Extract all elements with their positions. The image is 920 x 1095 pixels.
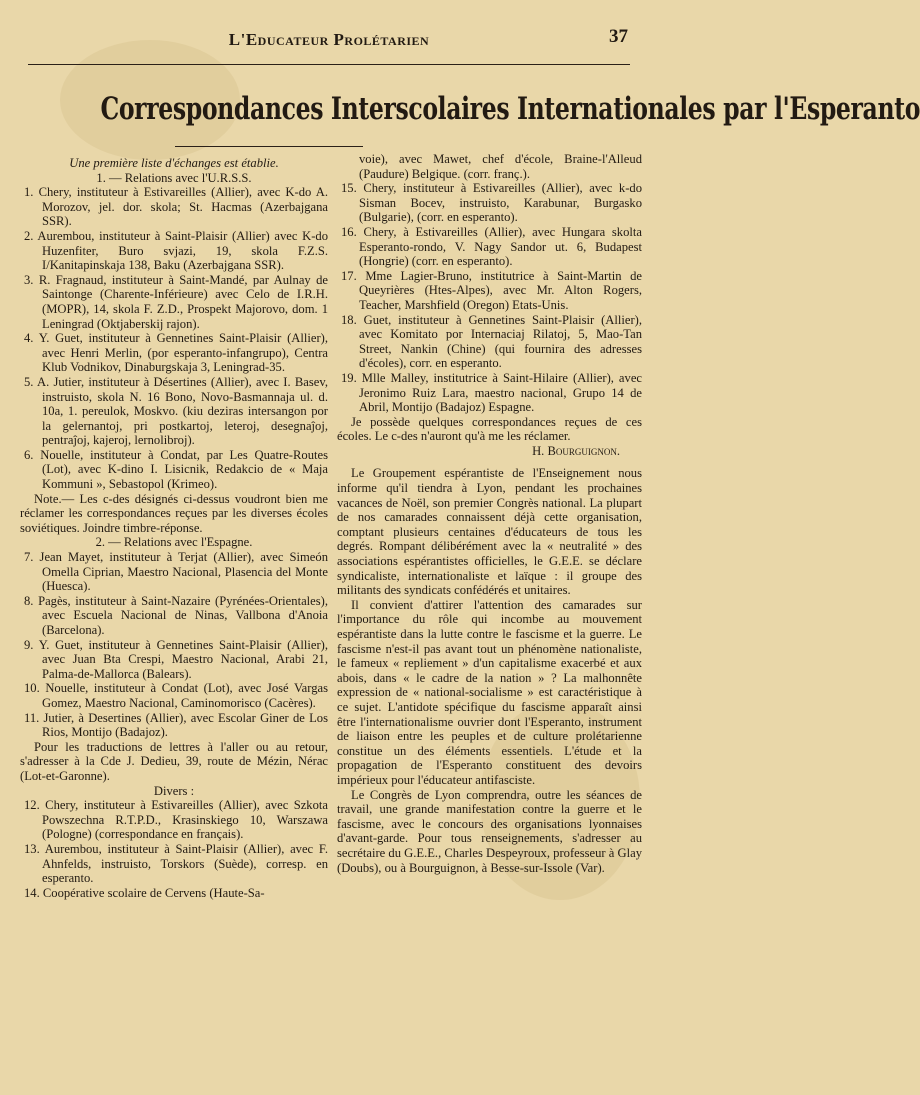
text-block: Pour les traductions de lettres à l'aller ou au retour, s'adresser à la Cde J. Dedieu, 39, route de Mézin, Nérac (Lot-et-Garonne).: [20, 739, 328, 783]
text-block: Le Congrès de Lyon comprendra, outre les séances de travail, une grande manifestation contre la guerre et le fascisme, avec le concours des organisations lyonnaises d'avant-garde. Pour tous renseignements, s'adresser au secrétaire du G.E.E., Charles Despeyroux, professeur à Glay (Doubs), ou à Bourguignon, à Besse-sur-Issole (Var).: [337, 787, 642, 875]
signature-name: H. Bourguignon.: [532, 443, 620, 458]
text-block: 15. Chery, instituteur à Estivareilles (Allier), avec k-do Sisman Bocev, instruisto, Karabunar, Burgasko (Bulgarie), (corr. en esperanto).: [341, 181, 642, 225]
text-block: 18. Guet, instituteur à Gennetines Saint-Plaisir (Allier), avec Komitato por Internaciaj Rilatoj, 5, Mao-Tan Street, Nankin (Chine) (qui fournira des adresses d'écoles), corr. en esperanto.: [341, 312, 642, 371]
text-block: 5. A. Jutier, instituteur à Désertines (Allier), avec I. Basev, instruisto, skola N. 16 Bono, Novo-Basmannaja ul. d. 10a, 1. pereulok, Moskvo. (kiu deziras intersangon por la gelernantoj, pri postkartoj, leteroj, desegnaĵoj, pentraĵoj, kajeroj, lernolibroj).: [24, 374, 328, 448]
section-heading: 1. — Relations avec l'U.R.S.S.: [96, 170, 252, 185]
text-block: Le Groupement espérantiste de l'Enseignement nous informe qu'il tiendra à Lyon, pendant les prochaines vacances de Noël, son premier Congrès national. La plupart de nos camarades connaissent déjà cette organisation, comptant plusieurs centaines d'éducateurs de tous les degrés. Rompant délibérément avec la « neutralité » des associations espérantistes officielles, le G.E.E. se déclare syndicaliste, internationaliste et laïque : il groupe des militants des syndicats confédérés et unitaires.: [337, 466, 642, 598]
section-heading: 2. — Relations avec l'Espagne.: [95, 535, 253, 550]
right-column: [337, 152, 642, 875]
text-block: 12. Chery, instituteur à Estivareilles (Allier), avec Szkota Powszechna R.T.P.D., Krasinskiego 10, Warszawa (Pologne) (correspondance en français).: [24, 798, 328, 842]
text-block: Note.— Les c-des désignés ci-dessus voudront bien me réclamer les correspondances reçues par les diverses écoles soviétiques. Joindre timbre-réponse.: [20, 491, 328, 535]
text-block: voie), avec Mawet, chef d'école, Braine-l'Alleud (Paudure) Belgique. (corr. franç.).: [359, 152, 642, 181]
text-block: Je possède quelques correspondances reçues de ces écoles. Le c-des n'auront qu'à me les réclamer.: [337, 414, 642, 444]
signature: [337, 444, 642, 459]
text-block: 13. Aurembou, instituteur à Saint-Plaisir (Allier), avec F. Ahnfelds, instruisto, Torskors (Suède), corresp. en esperanto.: [24, 841, 328, 886]
text-block: 6. Nouelle, instituteur à Condat, par Les Quatre-Routes (Lot), avec K-dino I. Lisicnik, Redakcio de « Maja Kommuni », Sebastopol (Krimeo).: [24, 447, 328, 492]
intro-line: Une première liste d'échanges est établie.: [69, 156, 279, 170]
page-header: [28, 24, 630, 65]
text-block: 17. Mme Lagier-Bruno, institutrice à Saint-Martin de Queyrières (Htes-Alpes), avec Mr. Alton Rogers, Teacher, Marshfield (Oregon) Etats-Unis.: [341, 268, 642, 312]
text-block: 7. Jean Mayet, instituteur à Terjat (Allier), avec Simeón Omella Ciprian, Maestro Nacional, Plasencia del Monte (Huesca).: [24, 550, 328, 594]
text-block: 19. Mlle Malley, institutrice à Saint-Hilaire (Allier), avec Jeronimo Ruiz Lara, maestro nacional, Grupo 14 de Abril, Montijo (Badajoz) Espagne.: [341, 370, 642, 415]
text-block: 11. Jutier, à Desertines (Allier), avec Escolar Giner de Los Rios, Montijo (Badajoz).: [24, 710, 328, 740]
article-title: Correspondances Interscolaires Internationales par l'Esperanto: [100, 91, 920, 127]
section-heading: Divers :: [153, 783, 195, 798]
journal-title: L'Educateur Prolétarien: [228, 30, 430, 49]
text-block: 1. Chery, instituteur à Estivareilles (Allier), avec K-do A. Morozov, jel. dor. skola; St. Hacmas (Azerbajgana SSR).: [24, 185, 328, 229]
text-block: Il convient d'attirer l'attention des camarades sur l'importance du rôle qui incombe au mouvement espérantiste dans la lutte contre le fascisme et la guerre. Le fascisme n'est-il pas avant tout un phénomène nationaliste, le fameux « repliement » d'un capitalisme exacerbé et aux abois, dans « le cadre de la nation » ? La malhonnête expression de « national-socialisme » est caractéristique à ce sujet. L'antidote spécifique du fascisme apparaît ainsi être l'internationalisme ouvrier dont l'Esperanto, instrument de liaison entre les peuples et de culture prolétarienne constitue un des éléments essentiels. L'étude et la propagation de l'Esperanto constituent des devoirs impérieux pour l'éducateur antifasciste.: [337, 597, 642, 787]
text-block: 10. Nouelle, instituteur à Condat (Lot), avec José Vargas Gomez, Maestro Nacional, Caminomorisco (Cacères).: [24, 681, 328, 710]
page-number: 37: [609, 26, 628, 47]
text-block: 14. Coopérative scolaire de Cervens (Haute-Sa-: [24, 885, 265, 900]
title-rule: [175, 146, 363, 147]
text-block: 16. Chery, à Estivareilles (Allier), avec Hungara skolta Esperanto-rondo, V. Nagy Sandor ut. 6, Budapest (Hongrie) (corr. en esperanto).: [341, 224, 642, 269]
left-column: [20, 152, 328, 900]
text-block: 3. R. Fragnaud, instituteur à Saint-Mandé, par Aulnay de Saintonge (Charente-Inférieure) avec Celo de I.R.H. (MOPR), 14, skola F. Z.D., Prospekt Majorovo, dom. 1 Leningrad (Oktjaberskij rajon).: [24, 272, 328, 331]
text-block: 4. Y. Guet, instituteur à Gennetines Saint-Plaisir (Allier), avec Henri Merlin, (por esperanto-infangrupo), Centra Klub Vodnikov, Dinaburgskaja 3, Leningrad-35.: [24, 331, 328, 375]
text-block: 8. Pagès, instituteur à Saint-Nazaire (Pyrénées-Orientales), avec Escuela Nacional de Ninas, Vallbona d'Anoia (Barcelona).: [24, 593, 328, 637]
text-block: 9. Y. Guet, instituteur à Gennetines Saint-Plaisir (Allier), avec Juan Bta Crespi, Maestro Nacional, Arabi 21, Palma-de-Mallorca (Balears).: [24, 637, 328, 681]
text-block: 2. Aurembou, instituteur à Saint-Plaisir (Allier) avec K-do Huzenfiter, Buro svjazi, 19, skola F.Z.S. I/Kanitapinskaja 138, Baku (Azerbajgana SSR).: [24, 228, 328, 273]
spacer: [337, 458, 642, 466]
